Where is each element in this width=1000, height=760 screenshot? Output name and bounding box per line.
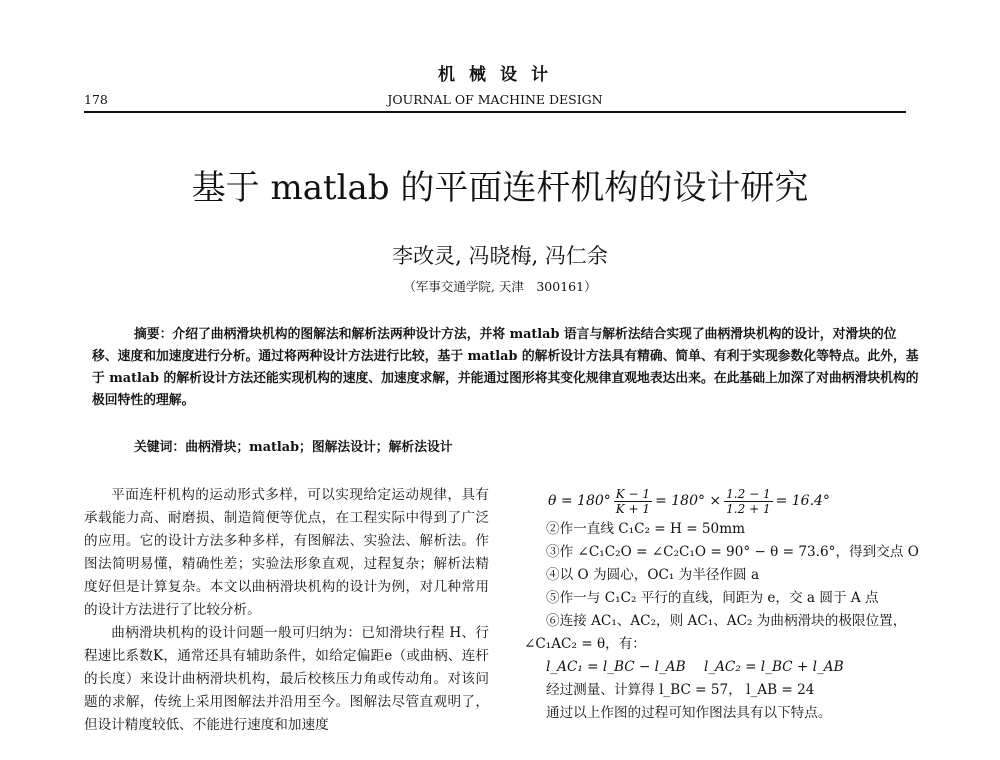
keywords-label: 关键词： bbox=[134, 440, 186, 455]
body-right-column bbox=[524, 484, 924, 725]
fraction-k-denominator: K + 1 bbox=[615, 501, 651, 516]
eq-times: = 180° × bbox=[655, 492, 722, 509]
journal-name-en: JOURNAL OF MACHINE DESIGN bbox=[387, 92, 603, 107]
step-5: ⑤作一与 C₁C₂ 平行的直线，间距为 e，交 a 圆于 A 点 bbox=[546, 590, 879, 606]
article-title: 基于 matlab 的平面连杆机构的设计研究 bbox=[191, 168, 809, 208]
fraction-value bbox=[724, 487, 772, 516]
length-equations bbox=[524, 656, 924, 679]
body-paragraph-2: 曲柄滑块机构的设计问题一般可归纳为：已知滑块行程 H、行程速比系数K，通常还具有辅助条件，如给定偏距e（或曲柄、连杆的长度）来设计曲柄滑块机构，最后校核压力角或传动角。对该问题的求解，传统上采用图解法并沿用至今。图解法尽管直观明了，但设计精度较低、不能进行速度和加速度 bbox=[84, 625, 489, 733]
eq-result: = 16.4° bbox=[775, 492, 830, 509]
abstract bbox=[92, 324, 922, 412]
abstract-text: 介绍了曲柄滑块机构的图解法和解析法两种设计方法，并将 matlab 语言与解析法结合实现了曲柄滑块机构的设计，对滑块的位移、速度和加速度进行分析。通过将两种设计方法进行比较，基于 matlab 的解析设计方法具有精确、简单、有利于实现参数化等特点。此外，基于 matlab 的解析设计方法还能实现机构的速度、加速度求解，并能通过图形将其变化规律直观地表达出来。在此基础上加深了对曲柄滑块机构的极回特性的理解。 bbox=[92, 327, 919, 408]
step-6-continued: ∠C₁AC₂ = θ，有： bbox=[524, 636, 646, 652]
fraction-k-numerator: K − 1 bbox=[615, 486, 651, 501]
fraction-k bbox=[614, 487, 652, 516]
article-authors: 李改灵, 冯晓梅, 冯仁余 bbox=[392, 244, 608, 268]
step-3: ③作 ∠C₁C₂O = ∠C₂C₁O = 90° − θ = 73.6°，得到交点 O bbox=[546, 544, 919, 560]
fraction-value-numerator: 1.2 − 1 bbox=[726, 486, 771, 501]
eq-theta: θ = 180° bbox=[548, 492, 611, 509]
header-rule bbox=[84, 111, 906, 113]
keywords bbox=[134, 436, 914, 455]
conclusion-line: 通过以上作图的过程可知作图法具有以下特点。 bbox=[546, 705, 832, 721]
length-eq-1: l_AC₁ = l_BC − l_AB bbox=[546, 659, 686, 675]
page-number: 178 bbox=[84, 92, 108, 107]
keywords-text: 曲柄滑块；matlab；图解法设计；解析法设计 bbox=[185, 440, 453, 455]
page-header bbox=[84, 92, 906, 110]
measured-values: 经过测量、计算得 l_BC = 57， l_AB = 24 bbox=[546, 682, 815, 698]
journal-name-cn: 机械设计 bbox=[438, 65, 562, 85]
body-paragraph-1: 平面连杆机构的运动形式多样，可以实现给定运动规律，具有承载能力高、耐磨损、制造简便等优点，在工程实际中得到了广泛的应用。它的设计方法多种多样，有图解法、实验法、解析法。作图法简明易懂，精确性差；实验法形象直观，过程复杂；解析法精度好但是计算复杂。本文以曲柄滑块机构的设计为例，对几种常用的设计方法进行了比较分析。 bbox=[84, 487, 489, 618]
abstract-label: 摘要： bbox=[134, 327, 173, 342]
step-6: ⑥连接 AC₁、AC₂，则 AC₁、AC₂ 为曲柄滑块的极限位置， bbox=[546, 613, 907, 629]
step-2: ②作一直线 C₁C₂ = H = 50mm bbox=[546, 521, 745, 537]
theta-equation bbox=[524, 484, 924, 518]
step-4: ④以 O 为圆心，OC₁ 为半径作圆 a bbox=[546, 567, 760, 583]
length-eq-2: l_AC₂ = l_BC + l_AB bbox=[703, 659, 844, 675]
article-affiliation: （军事交通学院, 天津 300161） bbox=[403, 279, 597, 294]
fraction-value-denominator: 1.2 + 1 bbox=[726, 501, 771, 516]
body-left-column bbox=[84, 484, 489, 737]
